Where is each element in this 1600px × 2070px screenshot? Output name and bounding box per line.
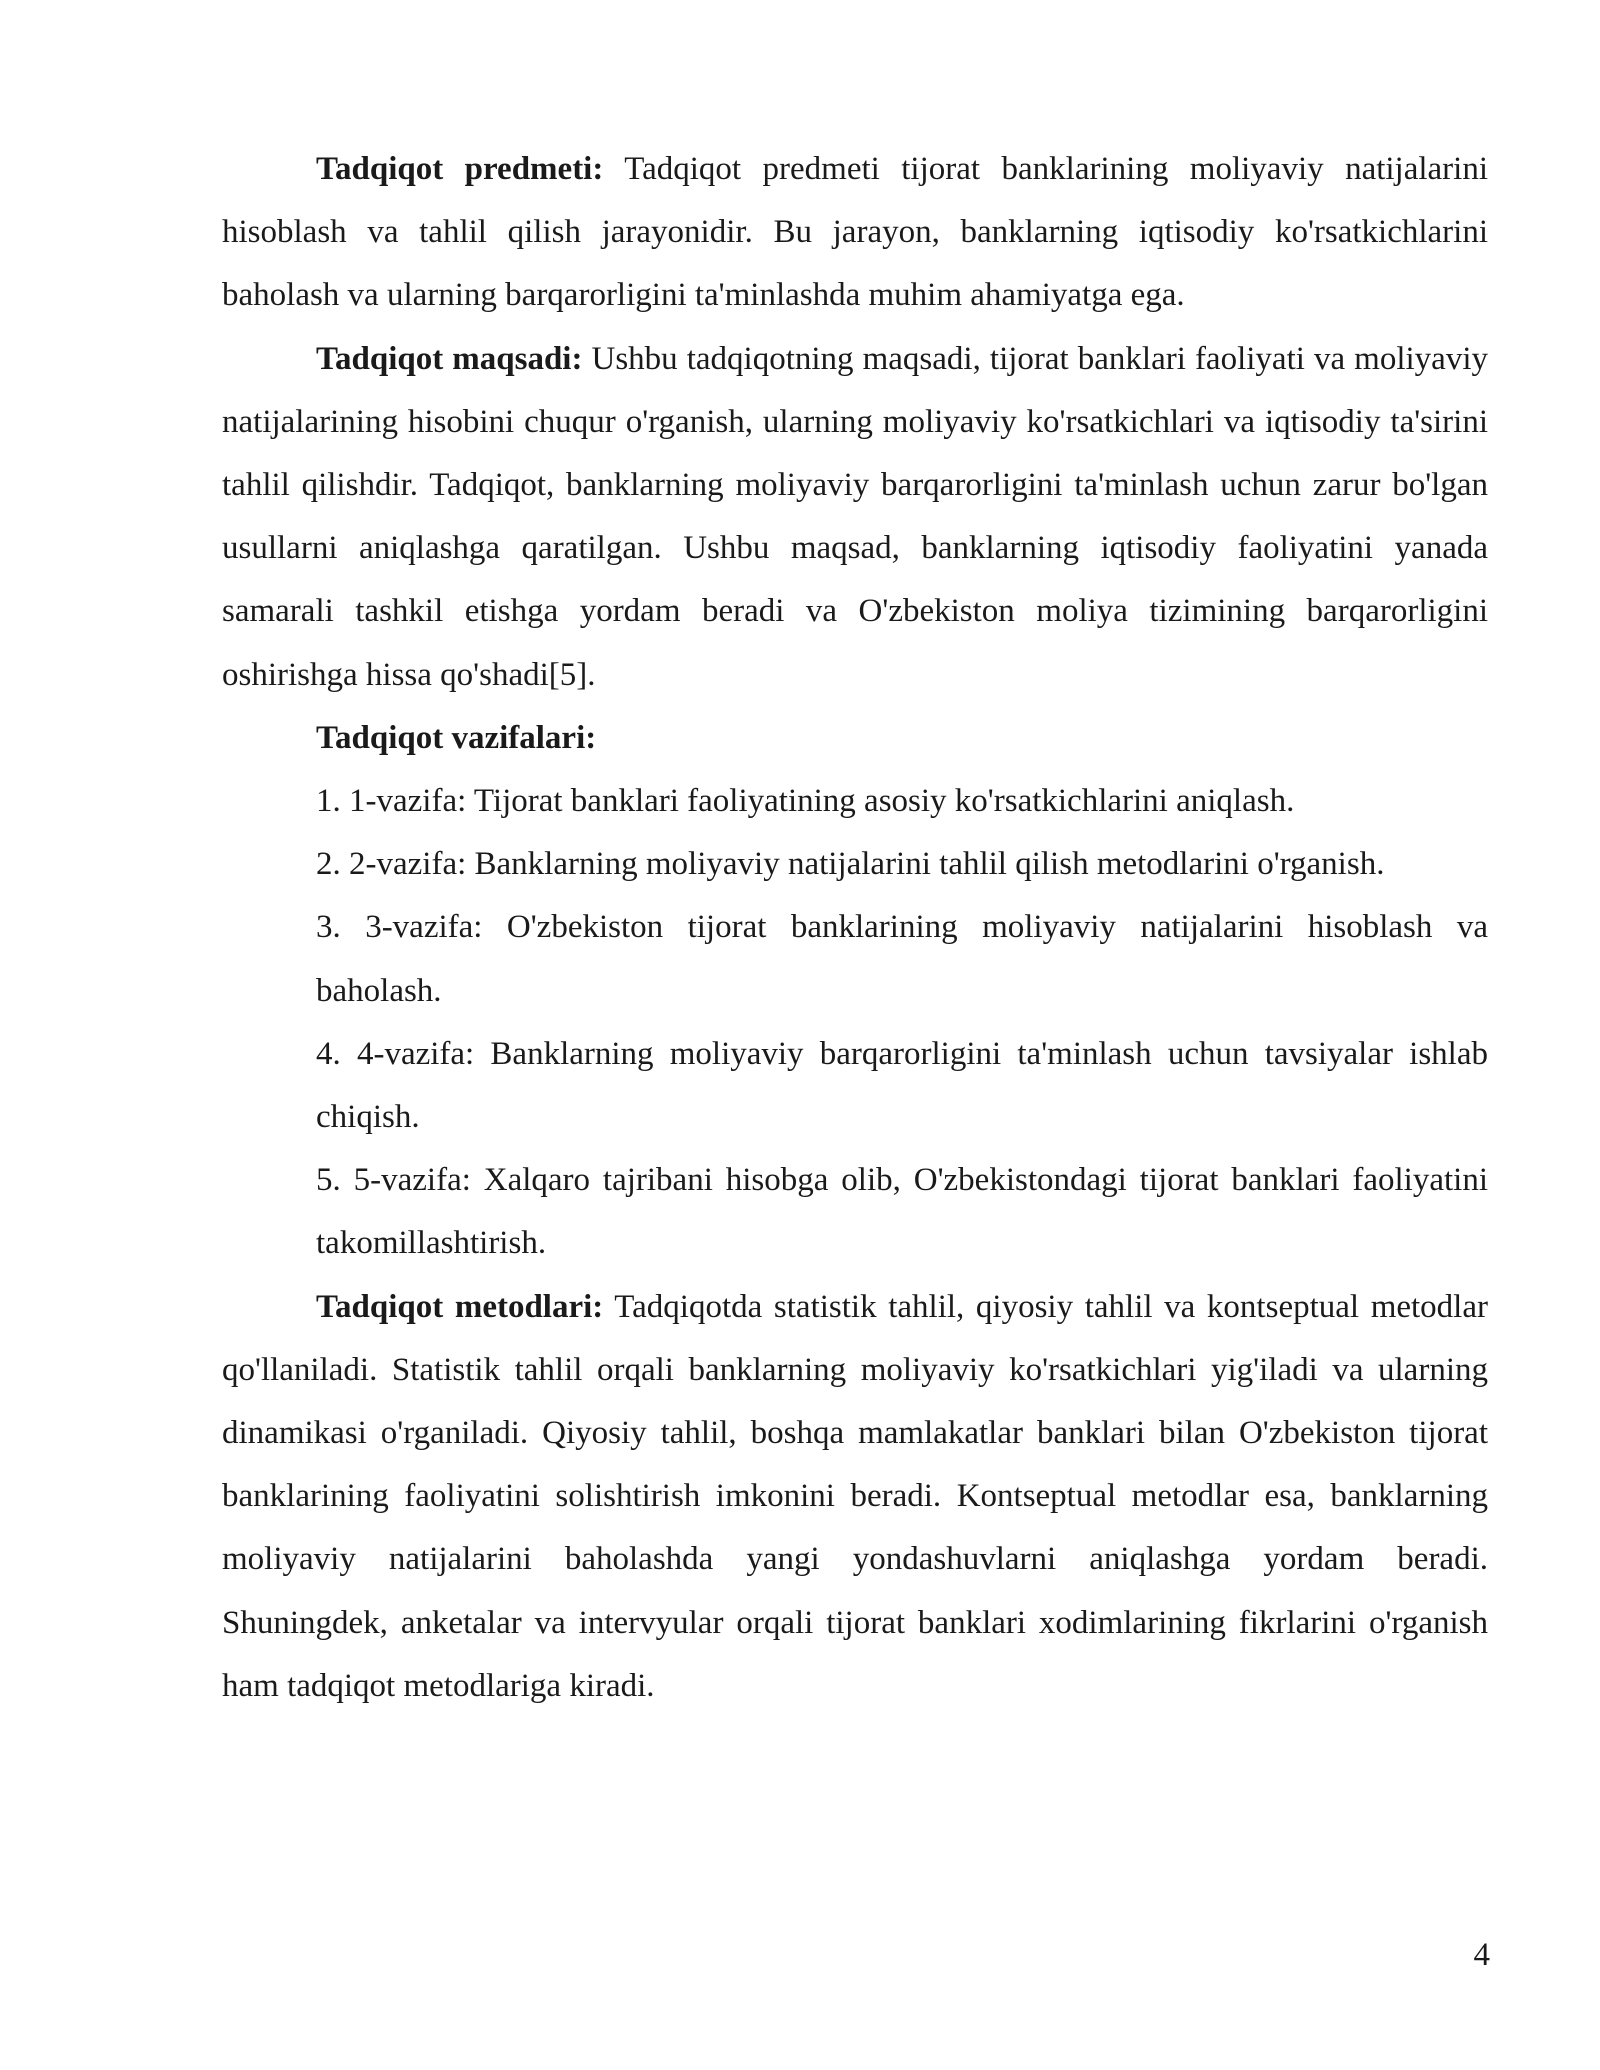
list-item: 4. 4-vazifa: Banklarning moliyaviy barqarorligini ta'minlash uchun tavsiyalar ishlab chiqish.	[316, 1035, 1488, 1136]
text-metodlari: Tadqiqotda statistik tahlil, qiyosiy tahlil va kontseptual metodlar qo'llaniladi. Statistik tahlil orqali banklarning moliyaviy ko'rsatkichlari yig'iladi va ularning dinamikasi o'rganiladi. Qiyosiy tahlil, boshqa mamlakatlar banklari bilan O'zbekiston tijorat banklarining faoliyatini solishtirish imkonini beradi. Kontseptual metodlar esa, banklarning moliyaviy natijalarini baholashda yangi yondashuvlarni aniqlashga yordam beradi. Shuningdek, anketalar va intervyular orqali tijorat banklari xodimlarining fikrlarini o'rganish ham tadqiqot metodlariga kiradi.	[222, 1288, 1488, 1704]
text-maqsadi: Ushbu tadqiqotning maqsadi, tijorat banklari faoliyati va moliyaviy natijalarining hisobini chuqur o'rganish, ularning moliyaviy ko'rsatkichlari va iqtisodiy ta'sirini tahlil qilishdir. Tadqiqot, banklarning moliyaviy barqarorligini ta'minlash uchun zarur bo'lgan usullarni aniqlashga qaratilgan. Ushbu maqsad, banklarning iqtisodiy faoliyatini yanada samarali tashkil etishga yordam beradi va O'zbekiston moliya tizimining barqarorligini oshirishga hissa qo'shadi[5].	[222, 340, 1488, 693]
list-item: 5. 5-vazifa: Xalqaro tajribani hisobga olib, O'zbekistondagi tijorat banklari faoliyatini takomillashtirish.	[316, 1162, 1488, 1262]
paragraph-predmeti	[222, 138, 1488, 328]
paragraph-maqsadi	[222, 328, 1488, 707]
list-item: 3. 3-vazifa: O'zbekiston tijorat banklarining moliyaviy natijalarini hisoblash va baholash.	[316, 909, 1488, 1009]
heading-vazifalari: Tadqiqot vazifalari:	[316, 719, 597, 756]
heading-maqsadi: Tadqiqot maqsadi:	[316, 340, 583, 377]
heading-metodlari: Tadqiqot metodlari:	[316, 1288, 604, 1325]
heading-predmeti: Tadqiqot predmeti:	[316, 151, 604, 187]
page-number: 4	[1473, 1937, 1490, 1973]
paragraph-vazifalari-heading	[222, 707, 1488, 770]
page-body	[222, 138, 1488, 1718]
paragraph-metodlari	[222, 1276, 1488, 1718]
list-item: 1. 1-vazifa: Tijorat banklari faoliyatining asosiy ko'rsatkichlarini aniqlash.	[316, 783, 1295, 820]
list-item: 2. 2-vazifa: Banklarning moliyaviy natijalarini tahlil qilish metodlarini o'rganish.	[316, 846, 1385, 883]
text-predmeti: Tadqiqot predmeti tijorat banklarining moliyaviy natijalarini hisoblash va tahlil qilish jarayonidir. Bu jarayon, banklarning iqtisodiy ko'rsatkichlarini baholash va ularning barqarorligini ta'minlashda muhim ahamiyatga ega.	[222, 151, 1489, 314]
